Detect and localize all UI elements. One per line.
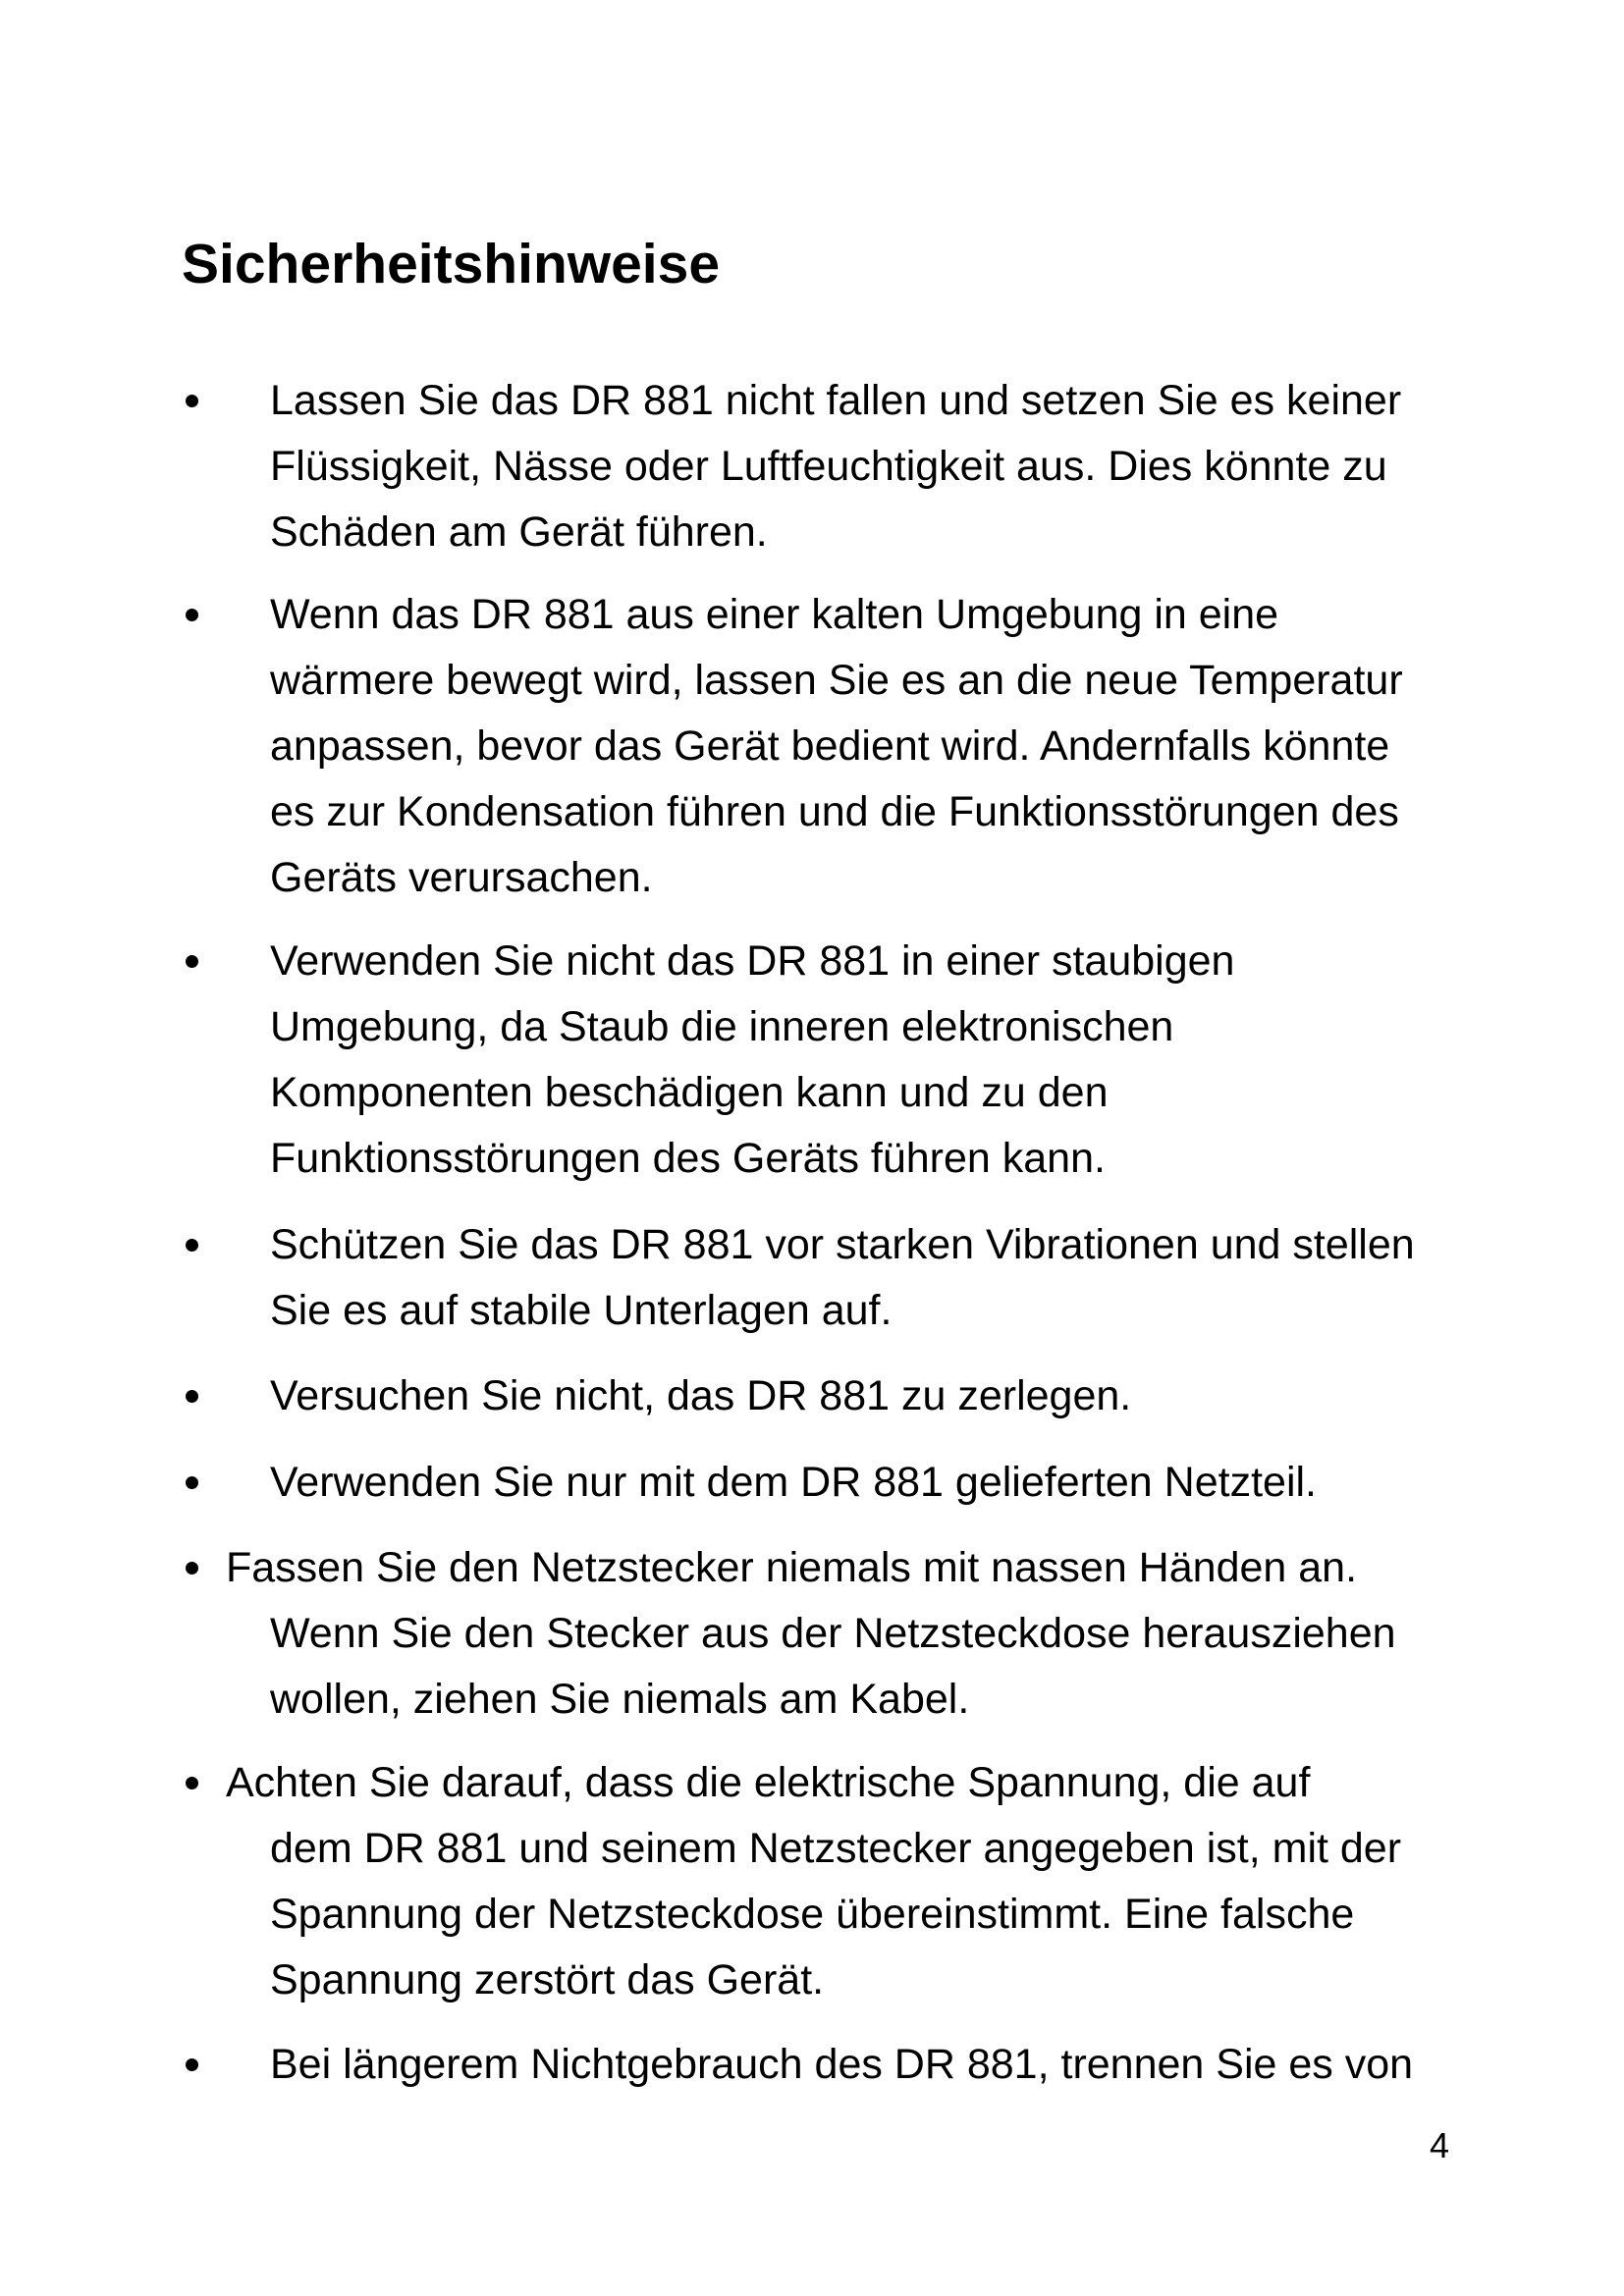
item-line: es zur Kondensation führen und die Funktionsstörungen des bbox=[270, 788, 1399, 835]
item-line: Verwenden Sie nur mit dem DR 881 gelieferten Netzteil. bbox=[270, 1459, 1317, 1506]
bullet-icon bbox=[186, 1450, 198, 1489]
item-line: Komponenten beschädigen kann und zu den bbox=[270, 1069, 1109, 1116]
item-line: Bei längerem Nichtgebrauch des DR 881, trennen Sie es von bbox=[270, 2041, 1414, 2088]
bullet-icon bbox=[186, 2032, 198, 2071]
item-line: Geräts verursachen. bbox=[270, 854, 653, 901]
bullet-icon bbox=[186, 1535, 198, 1575]
item-line: Spannung der Netzsteckdose übereinstimmt. Eine falsche bbox=[270, 1891, 1355, 1938]
item-line: Wenn das DR 881 aus einer kalten Umgebung in eine bbox=[270, 591, 1279, 638]
bullet-icon bbox=[186, 1212, 198, 1252]
item-line: Fassen Sie den Netzstecker niemals mit nassen Händen an. bbox=[226, 1544, 1358, 1591]
item-line: Lassen Sie das DR 881 nicht fallen und setzen Sie es keiner bbox=[270, 377, 1402, 424]
bullet-icon bbox=[186, 929, 198, 968]
bullet-icon bbox=[186, 582, 198, 621]
item-line: anpassen, bevor das Gerät bedient wird. Andernfalls könnte bbox=[270, 722, 1390, 770]
bullet-icon bbox=[186, 368, 198, 407]
page-title: Sicherheitshinweise bbox=[182, 233, 721, 295]
item-line: Sie es auf stabile Unterlagen auf. bbox=[270, 1287, 893, 1334]
item-line: Flüssigkeit, Nässe oder Luftfeuchtigkeit aus. Dies könnte zu bbox=[270, 443, 1387, 490]
item-line: Versuchen Sie nicht, das DR 881 zu zerlegen. bbox=[270, 1372, 1132, 1419]
item-line: Wenn Sie den Stecker aus der Netzsteckdose herausziehen bbox=[270, 1610, 1396, 1657]
item-line: Schäden am Gerät führen. bbox=[270, 508, 768, 556]
item-line: Achten Sie darauf, dass die elektrische Spannung, die auf bbox=[226, 1759, 1311, 1806]
bullet-icon bbox=[186, 1750, 198, 1789]
item-line: Spannung zerstört das Gerät. bbox=[270, 1956, 825, 2003]
item-line: wollen, ziehen Sie niemals am Kabel. bbox=[270, 1676, 970, 1723]
bullet-icon bbox=[186, 1363, 198, 1403]
item-line: Verwenden Sie nicht das DR 881 in einer staubigen bbox=[270, 937, 1235, 985]
item-line: Funktionsstörungen des Geräts führen kann. bbox=[270, 1135, 1106, 1182]
page-number: 4 bbox=[1430, 2125, 1450, 2165]
item-line: Schützen Sie das DR 881 vor starken Vibrationen und stellen bbox=[270, 1221, 1415, 1268]
item-line: dem DR 881 und seinem Netzstecker angegeben ist, mit der bbox=[270, 1825, 1402, 1872]
item-line: wärmere bewegt wird, lassen Sie es an die neue Temperatur bbox=[270, 657, 1403, 704]
item-line: Umgebung, da Staub die inneren elektronischen bbox=[270, 1003, 1174, 1050]
